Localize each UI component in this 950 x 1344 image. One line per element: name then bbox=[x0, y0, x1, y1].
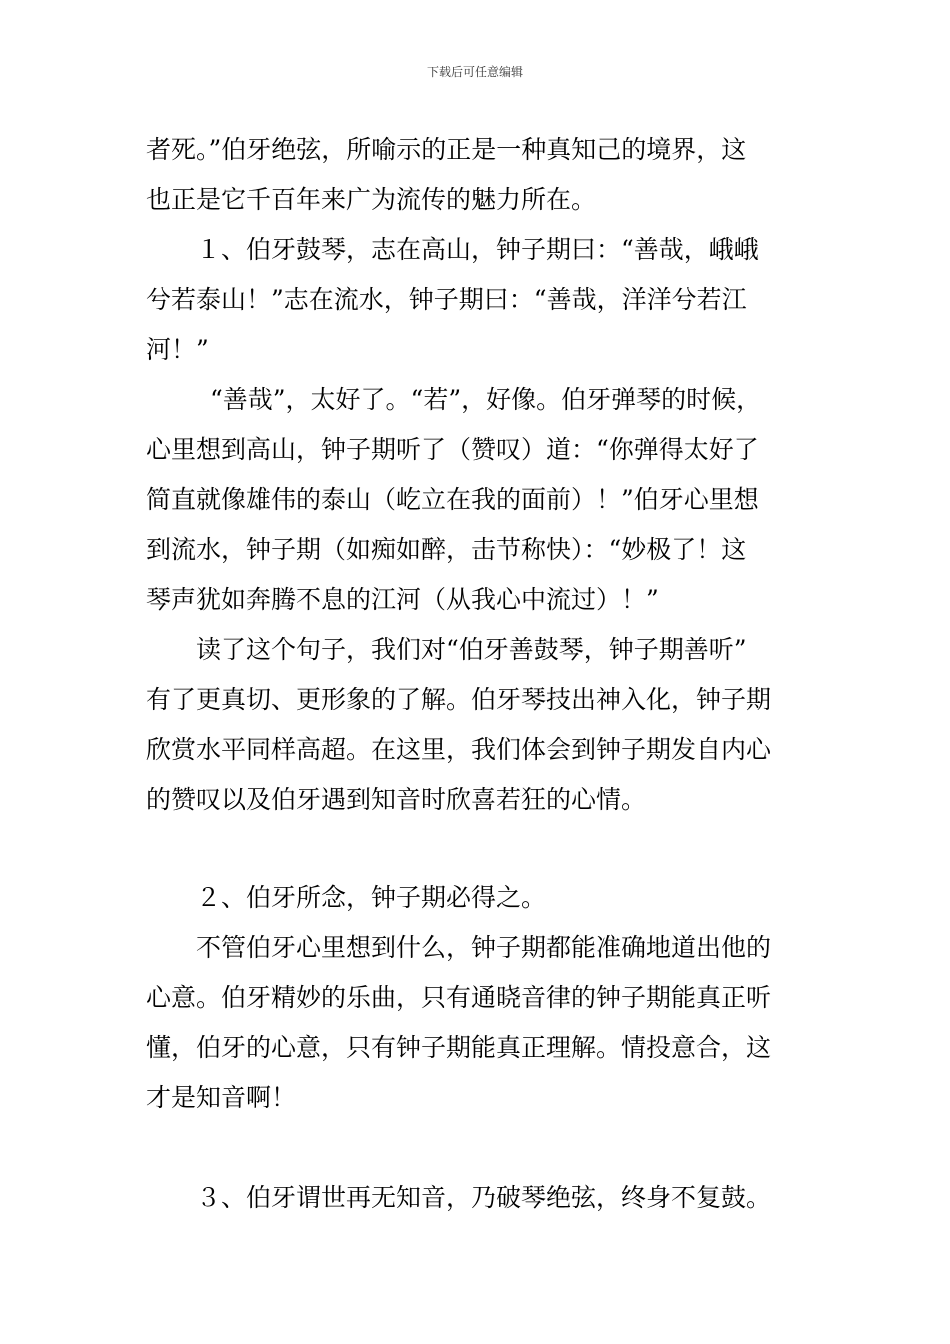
text-line: 到流水，钟子期（如痴如醉，击节称快）：“妙极了！这 bbox=[146, 535, 747, 564]
text-line: 简直就像雄伟的泰山（屹立在我的面前）！”伯牙心里想 bbox=[146, 485, 759, 514]
section-heading: ３、伯牙谓世再无知音，乃破琴绝弦，终身不复鼓。 bbox=[196, 1183, 772, 1212]
text-line: 读了这个句子，我们对“伯牙善鼓琴，钟子期善听” bbox=[196, 635, 747, 664]
text-line: 的赞叹以及伯牙遇到知音时欣喜若狂的心情。 bbox=[146, 785, 647, 814]
text-line: 河！” bbox=[146, 335, 209, 364]
text-line: 琴声犹如奔腾不息的江河（从我心中流过）！” bbox=[146, 585, 659, 614]
text-line: 兮若泰山！”志在流水，钟子期曰：“善哉，洋洋兮若江 bbox=[146, 285, 747, 314]
text-line: 有了更真切、更形象的了解。伯牙琴技出神入化，钟子期 bbox=[146, 685, 772, 714]
section-heading: ２、伯牙所念，钟子期必得之。 bbox=[196, 883, 547, 912]
text-line: １、伯牙鼓琴，志在高山，钟子期曰：“善哉，峨峨 bbox=[196, 235, 759, 264]
text-line: 者死。”伯牙绝弦，所喻示的正是一种真知己的境界，这 bbox=[146, 135, 747, 164]
text-line: 不管伯牙心里想到什么，钟子期都能准确地道出他的 bbox=[196, 933, 772, 962]
text-line: “善哉”，太好了。“若”，好像。伯牙弹琴的时候， bbox=[210, 385, 762, 414]
text-line: 懂，伯牙的心意，只有钟子期能真正理解。情投意合，这 bbox=[146, 1033, 772, 1062]
text-line: 心意。伯牙精妙的乐曲，只有通晓音律的钟子期能真正听 bbox=[146, 983, 772, 1012]
text-line: 也正是它千百年来广为流传的魅力所在。 bbox=[146, 185, 597, 214]
page-header: 下载后可任意编辑 bbox=[426, 65, 523, 79]
text-line: 心里想到高山，钟子期听了（赞叹）道：“你弹得太好了 bbox=[146, 435, 759, 464]
text-line: 欣赏水平同样高超。在这里，我们体会到钟子期发自内心 bbox=[146, 735, 772, 764]
text-line: 才是知音啊！ bbox=[146, 1083, 297, 1112]
